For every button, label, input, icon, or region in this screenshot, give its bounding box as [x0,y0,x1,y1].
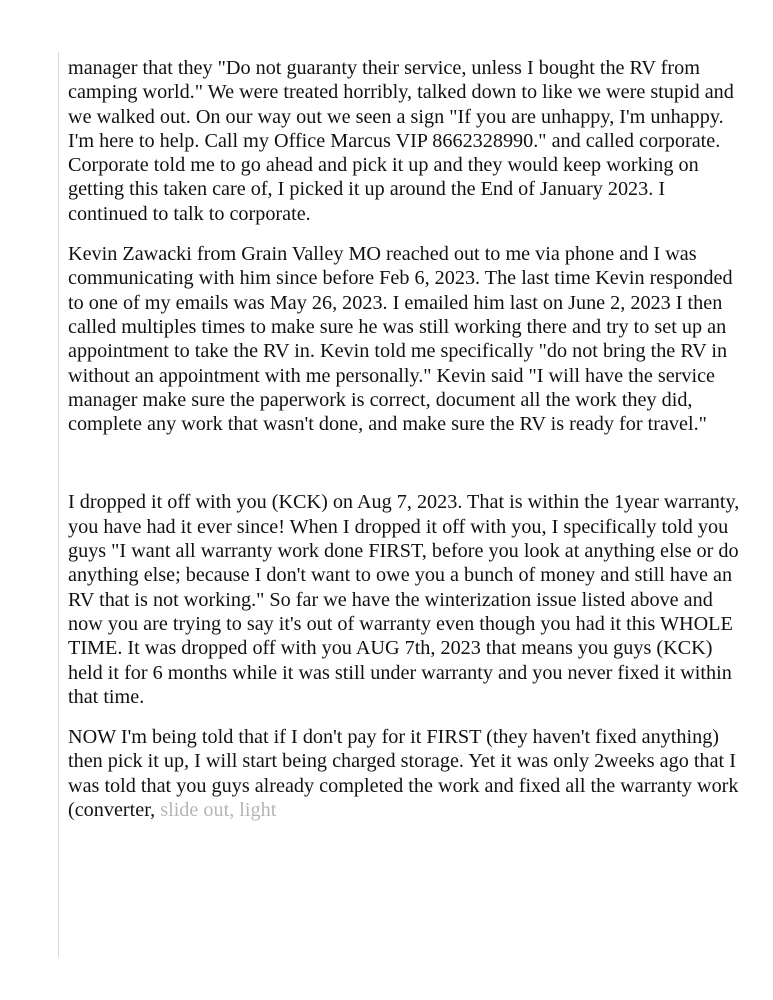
letter-document [58,52,748,957]
paragraph-camping-world: manager that they "Do not guaranty their service, unless I bought the RV from camping world." We were treated horribly, talked down to like we were stupid and we walked out. On our way out we seen a sign "If you are unhappy, I'm unhappy. I'm here to help. Call my Office Marcus VIP 8662328990." and called corporate. Corporate told me to go ahead and pick it up and they would keep working on getting this taken care of, I picked it up around the End of January 2023. I continued to talk to corporate. [68,57,734,225]
paragraph-kevin-zawacki: Kevin Zawacki from Grain Valley MO reached out to me via phone and I was communicating with him since before Feb 6, 2023. The last time Kevin responded to one of my emails was May 26, 2023. I emailed him last on June 2, 2023 I then called multiples times to make sure he was still working there and try to set up an appointment to take the RV in. Kevin told me specifically "do not bring the RV in without an appointment with me personally." Kevin said "I will have the service manager make sure the paperwork is correct, document all the work they did, complete any work that wasn't done, and make sure the RV is ready for travel." [68,243,733,436]
paragraph-faded-tail: slide out, light [160,799,277,822]
paragraph-storage-charges [68,725,748,822]
paragraph-kck-dropoff: I dropped it off with you (KCK) on Aug 7, 2023. That is within the 1year warranty, you have had it ever since! When I dropped it off with you, I specifically told you guys "I want all warranty work done FIRST, before you look at anything else or do anything else; because I don't want to owe you a bunch of money and still have an RV that is not working." So far we have the winterization issue listed above and now you are trying to say it's out of warranty even though you had it this WHOLE TIME. It was dropped off with you AUG 7th, 2023 that means you guys (KCK) held it for 6 months while it was still under warranty and you never fixed it within that time. [68,491,740,708]
paragraph-storage-text: NOW I'm being told that if I don't pay for it FIRST (they haven't fixed anything) then pick it up, I will start being charged storage. Yet it was only 2weeks ago that I was told that you guys already completed the work and fixed all the warranty work (converter, [68,726,739,822]
